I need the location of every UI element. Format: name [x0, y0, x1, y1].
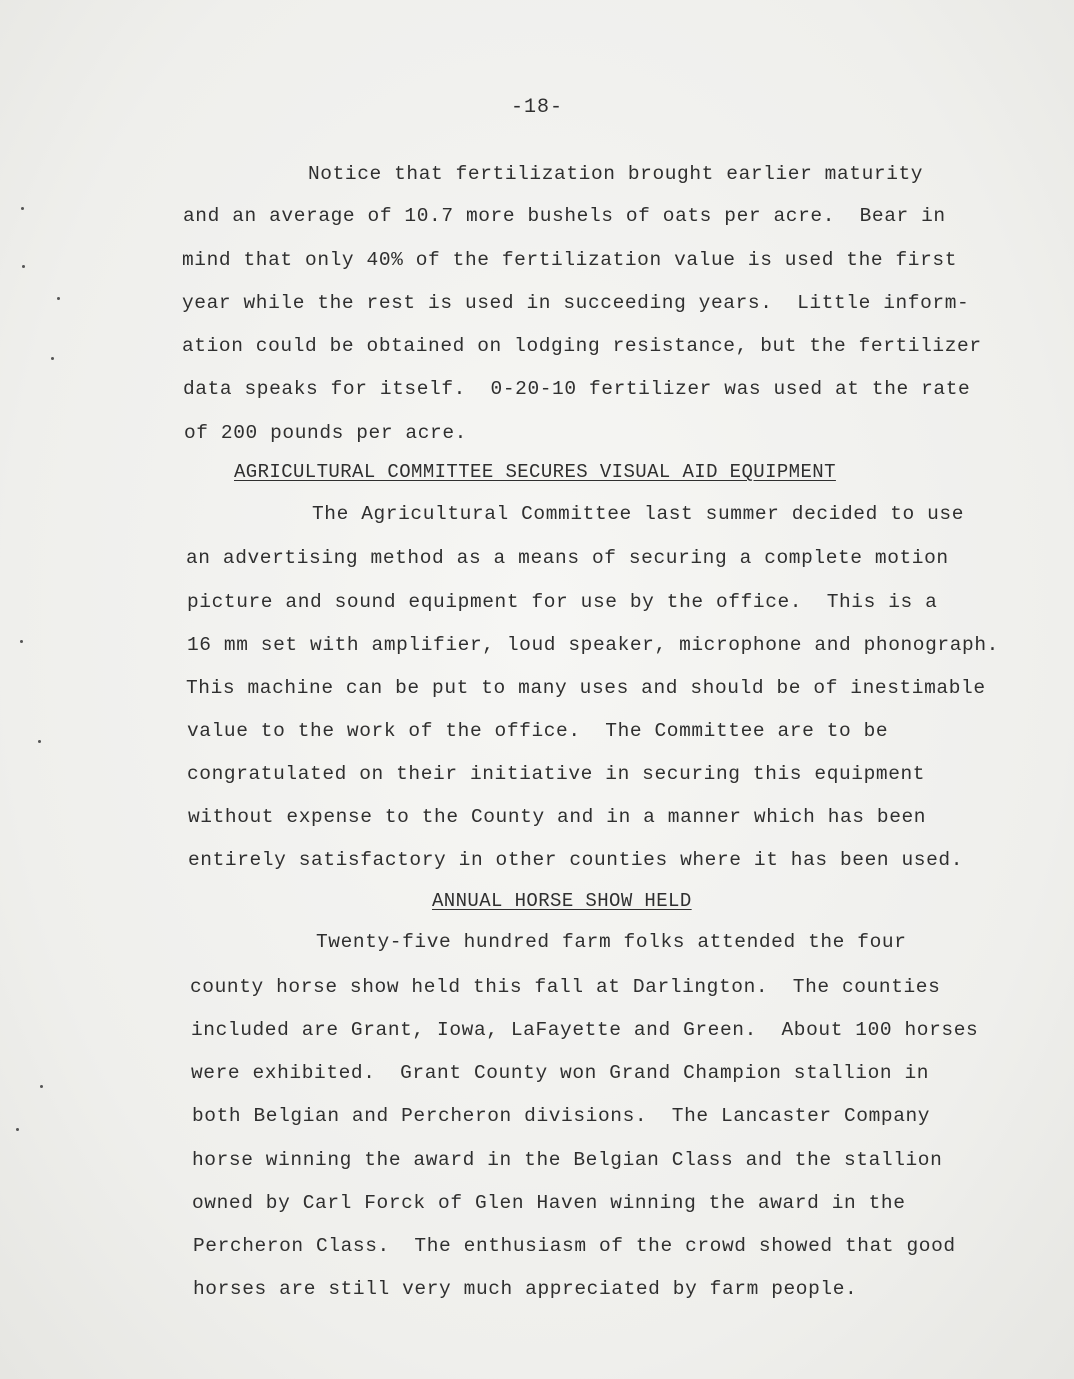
paragraph-2-line: picture and sound equipment for use by the office. This is a	[187, 591, 938, 613]
scan-speck	[16, 1128, 19, 1131]
scan-speck	[21, 207, 24, 210]
paragraph-3-line: horses are still very much appreciated by farm people.	[193, 1278, 858, 1300]
paragraph-1-line: year while the rest is used in succeeding years. Little inform-	[182, 292, 970, 314]
paragraph-3-line: Twenty-five hundred farm folks attended the four	[316, 931, 907, 953]
paragraph-1-line: and an average of 10.7 more bushels of oats per acre. Bear in	[183, 205, 946, 227]
paragraph-2-line: an advertising method as a means of securing a complete motion	[186, 547, 949, 569]
section-heading-horse-show: ANNUAL HORSE SHOW HELD	[432, 890, 692, 912]
scan-speck	[38, 740, 41, 743]
paragraph-3-line: Percheron Class. The enthusiasm of the crowd showed that good	[193, 1235, 956, 1257]
paragraph-2-line: 16 mm set with amplifier, loud speaker, microphone and phonograph.	[187, 634, 999, 656]
paragraph-1-line: of 200 pounds per acre.	[184, 422, 467, 444]
paragraph-3-line: were exhibited. Grant County won Grand Champion stallion in	[191, 1062, 930, 1084]
paragraph-2-line: The Agricultural Committee last summer decided to use	[312, 503, 965, 525]
paragraph-2-line: without expense to the County and in a manner which has been	[188, 806, 927, 828]
paragraph-3-line: included are Grant, Iowa, LaFayette and Green. About 100 horses	[191, 1019, 979, 1041]
paragraph-3-line: owned by Carl Forck of Glen Haven winning the award in the	[192, 1192, 906, 1214]
paragraph-2-line: value to the work of the office. The Committee are to be	[187, 720, 889, 742]
paragraph-1-line: ation could be obtained on lodging resistance, but the fertilizer	[182, 335, 982, 357]
paragraph-3-line: both Belgian and Percheron divisions. The Lancaster Company	[192, 1105, 931, 1127]
scan-speck	[40, 1085, 43, 1088]
paragraph-2-line: entirely satisfactory in other counties where it has been used.	[188, 849, 964, 871]
paragraph-3-line: county horse show held this fall at Darlington. The counties	[190, 976, 941, 998]
paragraph-2-line: This machine can be put to many uses and should be of inestimable	[186, 677, 986, 699]
scan-speck	[51, 357, 54, 360]
scan-speck	[22, 265, 25, 268]
paragraph-3-line: horse winning the award in the Belgian Class and the stallion	[192, 1149, 943, 1171]
scan-speck	[57, 297, 60, 300]
page-number: -18-	[510, 96, 563, 119]
scan-speck	[20, 640, 23, 643]
paragraph-2-line: congratulated on their initiative in securing this equipment	[187, 763, 926, 785]
section-heading-visual-aid: AGRICULTURAL COMMITTEE SECURES VISUAL AID EQUIPMENT	[234, 461, 836, 483]
paragraph-1-line: data speaks for itself. 0-20-10 fertilizer was used at the rate	[183, 378, 971, 400]
paragraph-1-line: mind that only 40% of the fertilization value is used the first	[182, 249, 958, 271]
paragraph-1-line: Notice that fertilization brought earlier maturity	[308, 163, 924, 185]
